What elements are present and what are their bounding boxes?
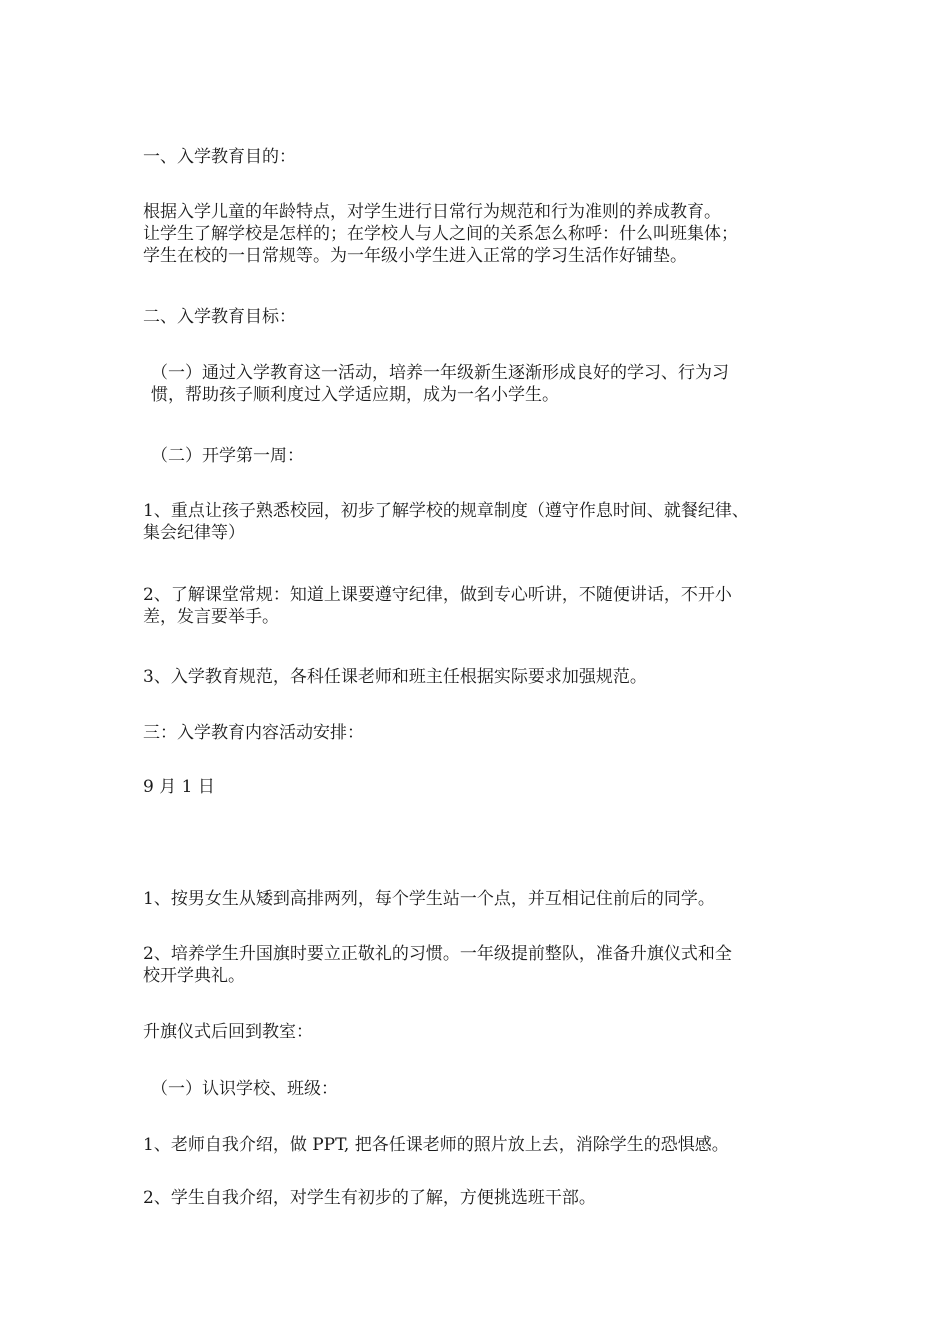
intro-item-1: 1、老师自我介绍，做 PPT, 把各任课老师的照片放上去，消除学生的恐惧感。 <box>143 1135 729 1155</box>
paragraph-goal-one: （一）通过入学教育这一活动，培养一年级新生逐渐形成良好的学习、行为习 惯，帮助孩子顺利度过入学适应期，成为一名小学生。 <box>151 363 729 405</box>
section-heading-goals: 二、入学教育目标： <box>143 307 296 327</box>
list-item-2: 2、了解课堂常规：知道上课要遵守纪律，做到专心听讲，不随便讲话，不开小 差，发言要举手。 <box>143 585 732 627</box>
subheading-know-school: （一）认识学校、班级： <box>151 1079 338 1099</box>
date-label: 9 月 1 日 <box>143 777 215 797</box>
activity-item-2: 2、培养学生升国旗时要立正敬礼的习惯。一年级提前整队，准备升旗仪式和全 校开学典礼。 <box>143 944 732 986</box>
activity-item-1: 1、按男女生从矮到高排两列，每个学生站一个点，并互相记住前后的同学。 <box>143 889 715 909</box>
paragraph-purpose-body: 根据入学儿童的年龄特点，对学生进行日常行为规范和行为准则的养成教育。 让学生了解学校是怎样的；在学校人与人之间的关系怎么称呼：什么叫班集体； 学生在校的一日常规等。为一年级小学生进入正常的学习生活作好铺垫。 <box>143 202 738 266</box>
list-item-3: 3、入学教育规范，各科任课老师和班主任根据实际要求加强规范。 <box>143 667 647 687</box>
intro-item-2: 2、学生自我介绍，对学生有初步的了解，方便挑选班干部。 <box>143 1188 596 1208</box>
section-heading-purpose: 一、入学教育目的： <box>143 147 296 167</box>
paragraph-after-ceremony: 升旗仪式后回到教室： <box>143 1022 313 1042</box>
list-item-1: 1、重点让孩子熟悉校园，初步了解学校的规章制度（遵守作息时间、就餐纪律、 集会纪律等） <box>143 501 749 543</box>
subheading-first-week: （二）开学第一周： <box>151 446 304 466</box>
section-heading-activities: 三：入学教育内容活动安排： <box>143 723 364 743</box>
